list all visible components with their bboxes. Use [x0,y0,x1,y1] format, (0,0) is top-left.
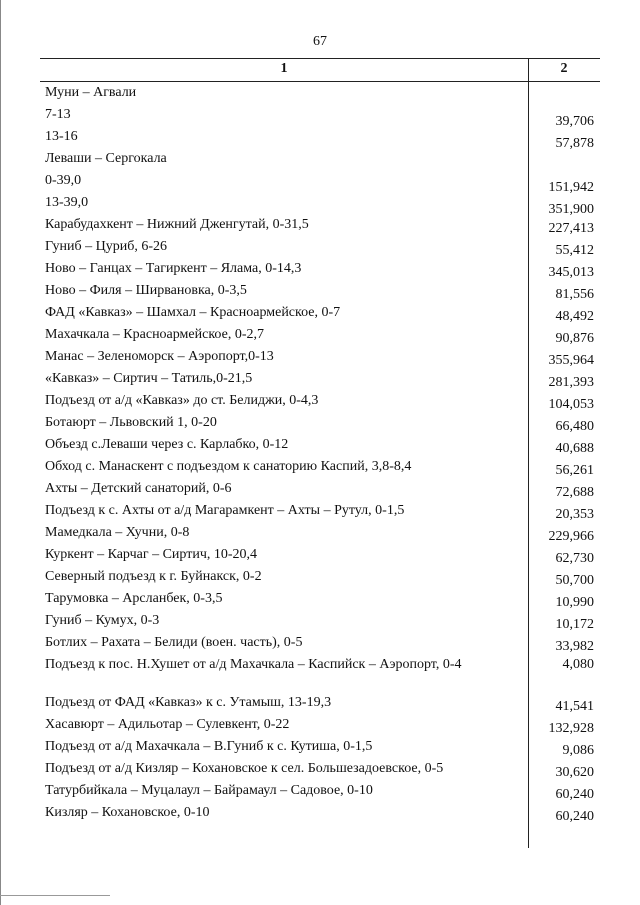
table-row [40,236,600,258]
table-row [40,714,600,736]
table-row [40,736,600,758]
road-name-cell: Хасавюрт – Адильотар – Сулевкент, 0-22 [45,717,290,732]
road-name-cell: Подъезд к с. Ахты от а/д Магарамкент – Ахты – Рутул, 0-1,5 [45,503,405,518]
table-row [40,390,600,412]
road-name-cell: Ботлих – Рахата – Белиди (воен. часть), 0-5 [45,635,303,650]
value-cell: 355,964 [548,353,594,368]
road-name-cell: Ново – Ганцах – Тагиркент – Ялама, 0-14,3 [45,261,302,276]
road-name-cell: Подъезд от а/д «Кавказ» до ст. Белиджи, 0-4,3 [45,393,319,408]
road-name-cell: Гуниб – Цуриб, 6-26 [45,239,168,254]
road-name-cell: 13-39,0 [45,195,89,210]
road-name-cell: Ахты – Детский санаторий, 0-6 [45,481,232,496]
bottom-margin-mark [0,895,110,896]
road-name-cell: 13-16 [45,129,78,144]
value-cell: 151,942 [548,180,594,195]
value-cell: 10,990 [555,595,594,610]
value-cell: 55,412 [555,243,594,258]
table-row [40,588,600,610]
road-name-cell: Подъезд к пос. Н.Хушет от а/д Махачкала – Каспийск – Аэропорт, 0-4 [45,657,462,672]
road-name-cell: Татурбийкала – Муцалаул – Байрамаул – Садовое, 0-10 [45,783,373,798]
value-cell: 48,492 [555,309,594,324]
value-cell: 33,982 [555,639,594,654]
road-name-cell: Карабудахкент – Нижний Дженгутай, 0-31,5 [45,217,309,232]
value-cell: 345,013 [548,265,594,280]
data-table [40,58,600,824]
table-row [40,192,600,217]
table-row [40,302,600,324]
value-cell: 132,928 [548,721,594,736]
road-name-cell: ФАД «Кавказ» – Шамхал – Красноармейское, 0-7 [45,305,341,320]
column-divider [528,58,529,848]
table-row [40,500,600,522]
value-cell: 10,172 [555,617,594,632]
table-row [40,654,600,692]
table-row [40,148,600,170]
road-name-cell: Объезд с.Леваши через с. Карлабко, 0-12 [45,437,289,452]
value-cell: 229,966 [548,529,594,544]
value-cell: 20,353 [555,507,594,522]
road-name-cell: Ново – Филя – Ширвановка, 0-3,5 [45,283,247,298]
table-row [40,346,600,368]
table-row [40,434,600,456]
value-cell: 60,240 [555,787,594,802]
value-cell: 81,556 [555,287,594,302]
table-row [40,610,600,632]
value-cell: 90,876 [555,331,594,346]
table-row [40,478,600,500]
road-name-cell: Подъезд от ФАД «Кавказ» к с. Утамыш, 13-19,3 [45,695,332,710]
table-row [40,126,600,151]
road-name-cell: 0-39,0 [45,173,82,188]
road-name-cell: 7-13 [45,107,71,122]
road-name-cell: Северный подъезд к г. Буйнакск, 0-2 [45,569,262,584]
road-name-cell: Подъезд от а/д Кизляр – Кохановское к сел. Большезадоевское, 0-5 [45,761,444,776]
table-row [40,758,600,780]
table-row [40,280,600,302]
table-row [40,544,600,566]
value-cell: 351,900 [548,202,594,217]
table-body [40,82,600,824]
table-row [40,170,600,195]
scan-edge-line [0,0,1,905]
value-cell: 57,878 [555,136,594,151]
value-cell: 281,393 [548,375,594,390]
table-row [40,324,600,346]
road-name-cell: Муни – Агвали [45,85,137,100]
value-cell: 104,053 [548,397,594,412]
table-row [40,522,600,544]
table-row [40,82,600,104]
road-name-cell: Манас – Зеленоморск – Аэропорт,0-13 [45,349,274,364]
road-name-cell: Леваши – Сергокала [45,151,167,166]
value-cell: 4,080 [562,657,594,672]
value-cell: 40,688 [555,441,594,456]
header-col-2: 2 [560,61,568,76]
value-cell: 66,480 [555,419,594,434]
road-name-cell: Ботаюрт – Львовский 1, 0-20 [45,415,217,430]
table-row [40,214,600,236]
value-cell: 30,620 [555,765,594,780]
road-name-cell: Кизляр – Кохановское, 0-10 [45,805,210,820]
road-name-cell: «Кавказ» – Сиртич – Татиль,0-21,5 [45,371,253,386]
table-row [40,258,600,280]
table-row [40,368,600,390]
table-row [40,104,600,129]
value-cell: 50,700 [555,573,594,588]
value-cell: 227,413 [548,221,594,236]
value-cell: 39,706 [555,114,594,129]
road-name-cell: Гуниб – Кумух, 0-3 [45,613,160,628]
table-row [40,412,600,434]
value-cell: 72,688 [555,485,594,500]
road-name-cell: Обход с. Манаскент с подъездом к санаторию Каспий, 3,8-8,4 [45,459,412,474]
value-cell: 56,261 [555,463,594,478]
page-number: 67 [313,34,327,49]
header-col-1: 1 [280,61,288,76]
table-row [40,780,600,802]
road-name-cell: Махачкала – Красноармейское, 0-2,7 [45,327,264,342]
table-row [40,692,600,714]
road-name-cell: Мамедкала – Хучни, 0-8 [45,525,190,540]
value-cell: 60,240 [555,809,594,824]
value-cell: 62,730 [555,551,594,566]
road-name-cell: Подъезд от а/д Махачкала – В.Гуниб к с. Кутиша, 0-1,5 [45,739,373,754]
table-row [40,802,600,824]
table-row [40,632,600,654]
road-name-cell: Тарумовка – Арсланбек, 0-3,5 [45,591,223,606]
value-cell: 41,541 [555,699,594,714]
table-header [40,58,600,82]
value-cell: 9,086 [562,743,594,758]
table-row [40,456,600,478]
road-name-cell: Куркент – Карчаг – Сиртич, 10-20,4 [45,547,258,562]
table-row [40,566,600,588]
